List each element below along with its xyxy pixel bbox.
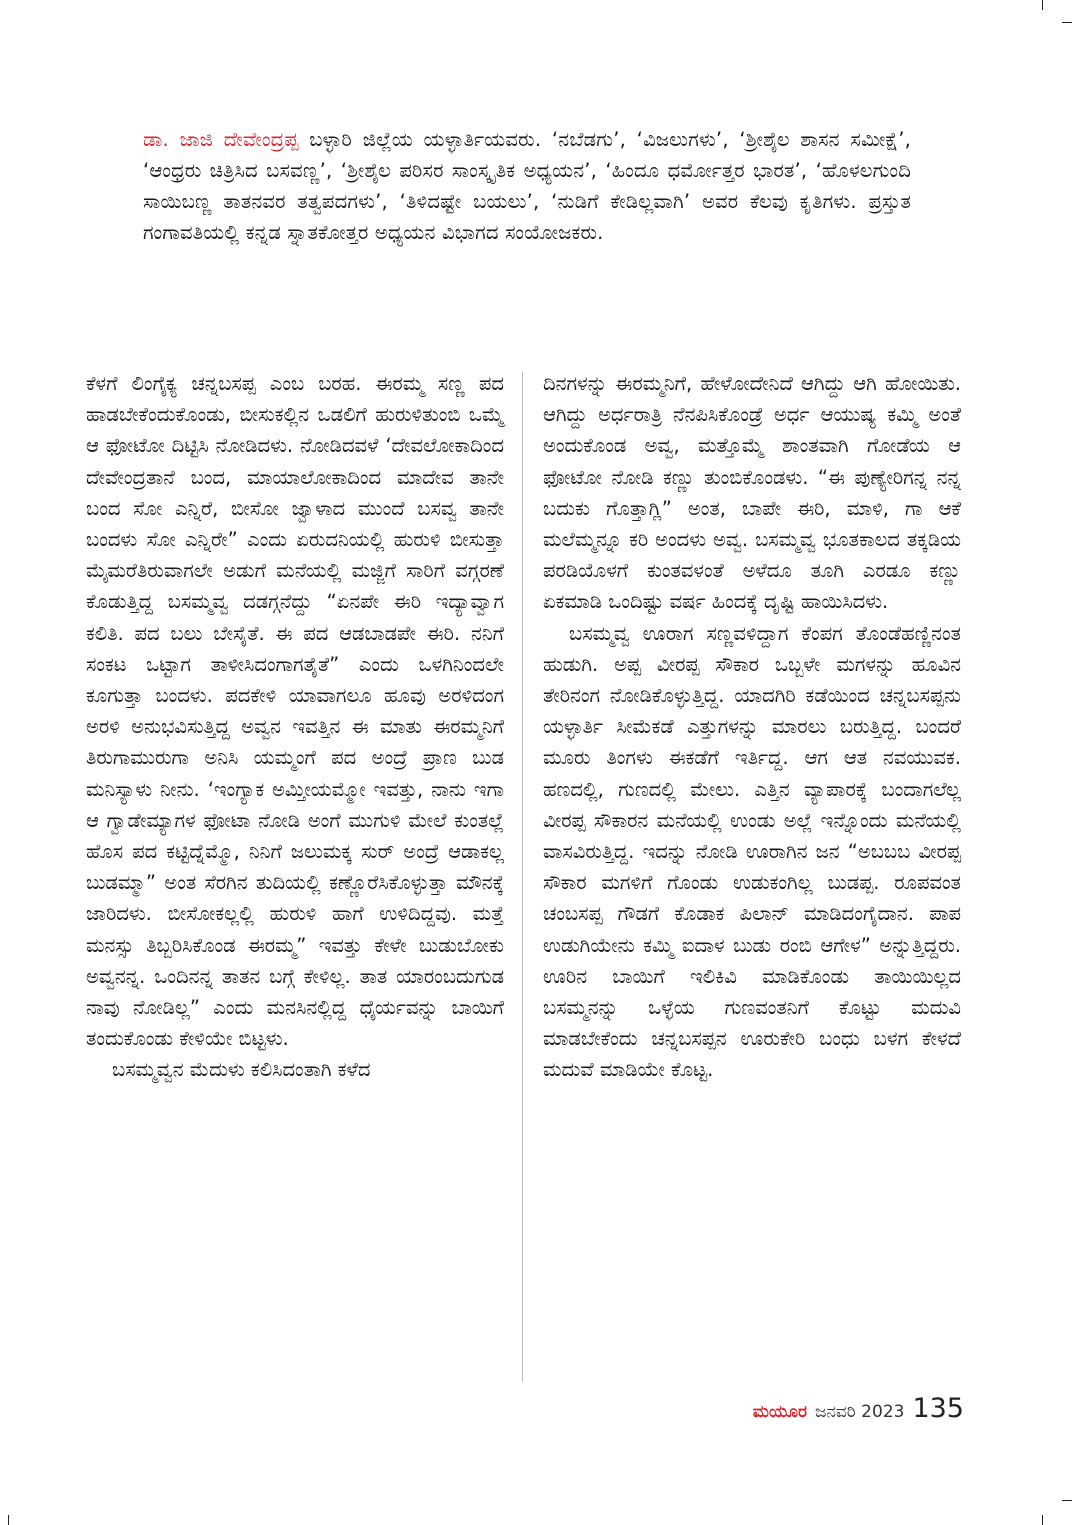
crop-mark [1042,1515,1043,1525]
issue-date: ಜನವರಿ 2023 [815,1402,905,1422]
paragraph: ಕೆಳಗೆ ಲಿಂಗೈಕ್ಯ ಚನ್ನಬಸಪ್ಪ ಎಂಬ ಬರಹ. ಈರಮ್ಮ ಸಣ್ಣ ಪದ ಹಾಡಬೇಕೆಂದುಕೊಂಡು, ಬೀಸುಕಲ್ಲಿನ ಒಡಲಿಗೆ ಹುರುಳಿತುಂಬಿ ಒಮ್ಮೆ ಆ ಫೋಟೋ ದಿಟ್ಟಿಸಿ ನೋಡಿದಳು. ನೋಡಿದವಳೆ ‘ದೇವಲೋಕಾದಿಂದ ದೇವೇಂದ್ರತಾನೆ ಬಂದ, ಮಾಯಾಲೋಕಾದಿಂದ ಮಾದೇವ ತಾನೇ ಬಂದ ಸೋ ಎನ್ನಿರೆ, ಬೀಸೋ ಜ್ವಾಳಾದ ಮುಂದೆ ಬಸವ್ವ ತಾನೇ ಬಂದಳು ಸೋ ಎನ್ನಿರೇ” ಎಂದು ಏರುದನಿಯಲ್ಲಿ ಹುರುಳಿ ಬೀಸುತ್ತಾ ಮೈಮರೆತಿರುವಾಗಲೇ ಅಡುಗೆ ಮನೆಯಲ್ಲಿ ಮಜ್ಜಿಗೆ ಸಾರಿಗೆ ವಗ್ಗರಣೆ ಕೊಡುತ್ತಿದ್ದ ಬಸಮ್ಮವ್ವ ದಡಗ್ಗನೆದ್ದು “ಏನಪೇ ಈರಿ ಇದ್ಯಾವ್ವಾಗ ಕಲಿತಿ. ಪದ ಬಲು ಬೇಸೈತೆ. ಈ ಪದ ಆಡಬಾಡಪೇ ಈರಿ. ನನಿಗೆ ಸಂಕಟ ಒಟ್ಟಾಗ ತಾಳೀಸಿದಂಗಾಗತೈತೆ” ಎಂದು ಒಳಗಿನಿಂದಲೇ ಕೂಗುತ್ತಾ ಬಂದಳು. ಪದಕೇಳಿ ಯಾವಾಗಲೂ ಹೂವು ಅರಳಿದಂಗ ಅರಳಿ ಅನುಭವಿಸುತ್ತಿದ್ದ ಅವ್ವನ ಇವತ್ತಿನ ಈ ಮಾತು ಈರಮ್ಮನಿಗೆ ತಿರುಗಾಮುರುಗಾ ಅನಿಸಿ ಯಮ್ಮಂಗೆ ಪದ ಅಂದ್ರೆ ಪ್ರಾಣ ಬುಡ ಮನಿಸ್ಯಾಳು ನೀನು. ‘ಇಂಗ್ಯಾಕ ಅಮ್ತೀಯಮ್ಮೋ ಇವತ್ತು, ನಾನು ಇಗಾ ಆ ಗ್ವಾಡೇಮ್ಯಾಗಳ ಫೋಟಾ ನೋಡಿ ಅಂಗೆ ಮುಗುಳಿ ಮೇಲೆ ಕುಂತಲ್ಲೆ ಹೊಸ ಪದ ಕಟ್ಟಿದ್ನೆಮ್ಮೊ, ನಿನಿಗೆ ಜಲುಮಕ್ಕ ಸುರ್ ಅಂದ್ರೆ ಆಡಾಕಲ್ಲ ಬುಡಮ್ಮಾ” ಅಂತ ಸೆರಗಿನ ತುದಿಯಲ್ಲಿ ಕಣ್ಣೊರೆಸಿಕೊಳ್ಳುತ್ತಾ ಮೌನಕ್ಕೆ ಜಾರಿದಳು. ಬೀಸೋಕಲ್ಲಲ್ಲಿ ಹುರುಳಿ ಹಾಗೆ ಉಳಿದಿದ್ದವು. ಮತ್ತೆ ಮನಸ್ಸು ತಿಬ್ಬರಿಸಿಕೊಂಡ ಈರಮ್ಮ” ಇವತ್ತು ಕೇಳೇ ಬುಡುಬೋಕು ಅವ್ವನನ್ನ. ಒಂದಿನನ್ನ ತಾತನ ಬಗ್ಗೆ ಕೇಳಿಲ್ಲ. ತಾತ ಯಾರಂಬದುಗುಡ ನಾವು ನೋಡಿಲ್ಲ” ಎಂದು ಮನಸಿನಲ್ಲಿದ್ದ ಧೈರ್ಯವನ್ನು ಬಾಯಿಗೆ ತಂದುಕೊಂಡು ಕೇಳಿಯೇ ಬಿಟ್ಟಳು. [86,372,504,1051]
crop-mark [1062,22,1072,23]
article-column-right [543,368,961,1086]
crop-mark [8,1515,9,1525]
author-name: ಡಾ. ಜಾಜಿ ದೇವೇಂದ್ರಪ್ಪ [143,128,299,151]
magazine-name: ಮಯೂರ [752,1402,808,1422]
author-bio [143,124,911,248]
page-number: 135 [912,1393,964,1424]
paragraph: ಬಸಮ್ಮವ್ವ ಊರಾಗ ಸಣ್ಣವಳಿದ್ದಾಗ ಕೆಂಪಗ ತೊಂಡೆಹಣ್ಣಿನಂತ ಹುಡುಗಿ. ಅಪ್ಪ ವೀರಪ್ಪ ಸೌಕಾರ ಒಬ್ಬಳೇ ಮಗಳನ್ನು ಹೂವಿನ ತೇರಿನಂಗ ನೋಡಿಕೊಳ್ಳುತ್ತಿದ್ದ. ಯಾದಗಿರಿ ಕಡೆಯಿಂದ ಚನ್ನಬಸಪ್ಪನು ಯಳ್ಳಾರ್ತಿ ಸೀಮೆಕಡೆ ಎತ್ತುಗಳನ್ನು ಮಾರಲು ಬರುತ್ತಿದ್ದ. ಬಂದರೆ ಮೂರು ತಿಂಗಳು ಈಕಡೆಗೆ ಇರ್ತಿದ್ದ. ಆಗ ಆತ ನವಯುವಕ. ಹಣದಲ್ಲಿ, ಗುಣದಲ್ಲಿ ಮೇಲು. ಎತ್ತಿನ ವ್ಯಾಪಾರಕ್ಕೆ ಬಂದಾಗಲೆಲ್ಲ ವೀರಪ್ಪ ಸೌಕಾರನ ಮನೆಯಲ್ಲಿ ಉಂಡು ಅಲ್ಲೆ ಇನ್ನೊಂದು ಮನೆಯಲ್ಲಿ ವಾಸವಿರುತ್ತಿದ್ದ. ಇದನ್ನು ನೋಡಿ ಊರಾಗಿನ ಜನ “ಅಬಬಬ ವೀರಪ್ಪ ಸೌಕಾರ ಮಗಳಿಗೆ ಗೊಂಡು ಉಡುಕಂಗಿಲ್ಲ ಬುಡಪ್ಪ. ರೂಪವಂತ ಚಂಬಸಪ್ಪ ಗೌಡಗೆ ಕೊಡಾಕ ಪಿಲಾನ್ ಮಾಡಿದಂಗೈದಾನ. ಪಾಪ ಉಡುಗಿಯೇನು ಕಮ್ಮಿ ಐದಾಳ ಬುಡು ರಂಬಿ ಆಗೇಳ” ಅನ್ನುತ್ತಿದ್ದರು. ಊರಿನ ಬಾಯಿಗೆ ಇಲಿಕಿವಿ ಮಾಡಿಕೊಂಡು ತಾಯಿಯಿಲ್ಲದ ಬಸಮ್ಮನನ್ನು ಒಳ್ಳೆಯ ಗುಣವಂತನಿಗೆ ಕೊಟ್ಟು ಮದುವಿ ಮಾಡಬೇಕೆಂದು ಚನ್ನಬಸಪ್ಪನ ಊರುಕೇರಿ ಬಂಧು ಬಳಗ ಕೇಳದೆ ಮದುವೆ ಮಾಡಿಯೇ ಕೊಟ್ಟ. [543,621,961,1082]
page-footer [753,1393,964,1424]
crop-mark [1062,1500,1072,1501]
column-divider [522,372,523,1382]
paragraph: ಬಸಮ್ಮವ್ವನ ಮೆದುಳು ಕಲಿಸಿದಂತಾಗಿ ಕಳೆದ [112,1058,371,1082]
crop-mark [1042,0,1043,10]
paragraph: ದಿನಗಳನ್ನು ಈರಮ್ಮನಿಗೆ, ಹೇಳೋದೇನಿದೆ ಆಗಿದ್ದು ಆಗಿ ಹೋಯಿತು. ಆಗಿದ್ದು ಅರ್ಧರಾತ್ರಿ ನೆನಪಿಸಿಕೊಂಡ್ರೆ ಅರ್ಧ ಆಯುಷ್ಯ ಕಮ್ಮಿ ಅಂತೆ ಅಂದುಕೊಂಡ ಅವ್ವ, ಮತ್ತೊಮ್ಮೆ ಶಾಂತವಾಗಿ ಗೋಡೆಯ ಆ ಫೋಟೋ ನೋಡಿ ಕಣ್ಣು ತುಂಬಿಕೊಂಡಳು. “ಈ ಪುಣ್ಯೇರಿಗನ್ನ ನನ್ನ ಬದುಕು ಗೊತ್ತಾಗ್ಲಿ” ಅಂತ, ಬಾಪೇ ಈರಿ, ಮಾಳಿ, ಗಾ ಆಕೆ ಮಲೆಮ್ಮನ್ನೂ ಕರಿ ಅಂದಳು ಅವ್ವ. ಬಸಮ್ಮವ್ವ ಭೂತಕಾಲದ ತಕ್ಕಡಿಯ ಪರಡಿಯೊಳಗೆ ಕುಂತವಳಂತೆ ಅಳೆದೂ ತೂಗಿ ಎರಡೂ ಕಣ್ಣು ಏಕಮಾಡಿ ಒಂದಿಷ್ಟು ವರ್ಷ ಹಿಂದಕ್ಕೆ ದೃಷ್ಟಿ ಹಾಯಿಸಿದಳು. [543,372,961,614]
author-bio-text: ಬಳ್ಳಾರಿ ಜಿಲ್ಲೆಯ ಯಳ್ಳಾರ್ತಿಯವರು. ‘ನಬೆಡಗು’, ‘ವಿಜಲುಗಳು’, ‘ಶ್ರೀಶೈಲ ಶಾಸನ ಸಮೀಕ್ಷೆ’, ‘ಆಂಧ್ರರು ಚಿತ್ರಿಸಿದ ಬಸವಣ್ಣ’, ‘ಶ್ರೀಶೈಲ ಪರಿಸರ ಸಾಂಸ್ಕೃತಿಕ ಅಧ್ಯಯನ’, ‘ಹಿಂದೂ ಧರ್ಮೋತ್ತರ ಭಾರತ’, ‘ಹೊಳಲಗುಂದಿ ಸಾಯಿಬಣ್ಣ ತಾತನವರ ತತ್ವಪದಗಳು’, ‘ತಿಳಿದಷ್ಟೇ ಬಯಲು’, ‘ನುಡಿಗೆ ಕೇಡಿಲ್ಲವಾಗಿ’ ಅವರ ಕೆಲವು ಕೃತಿಗಳು. ಪ್ರಸ್ತುತ ಗಂಗಾವತಿಯಲ್ಲಿ ಕನ್ನಡ ಸ್ನಾತಕೋತ್ತರ ಅಧ್ಯಯನ ವಿಭಾಗದ ಸಂಯೋಜಕರು. [143,128,911,244]
article-column-left [86,368,504,1086]
